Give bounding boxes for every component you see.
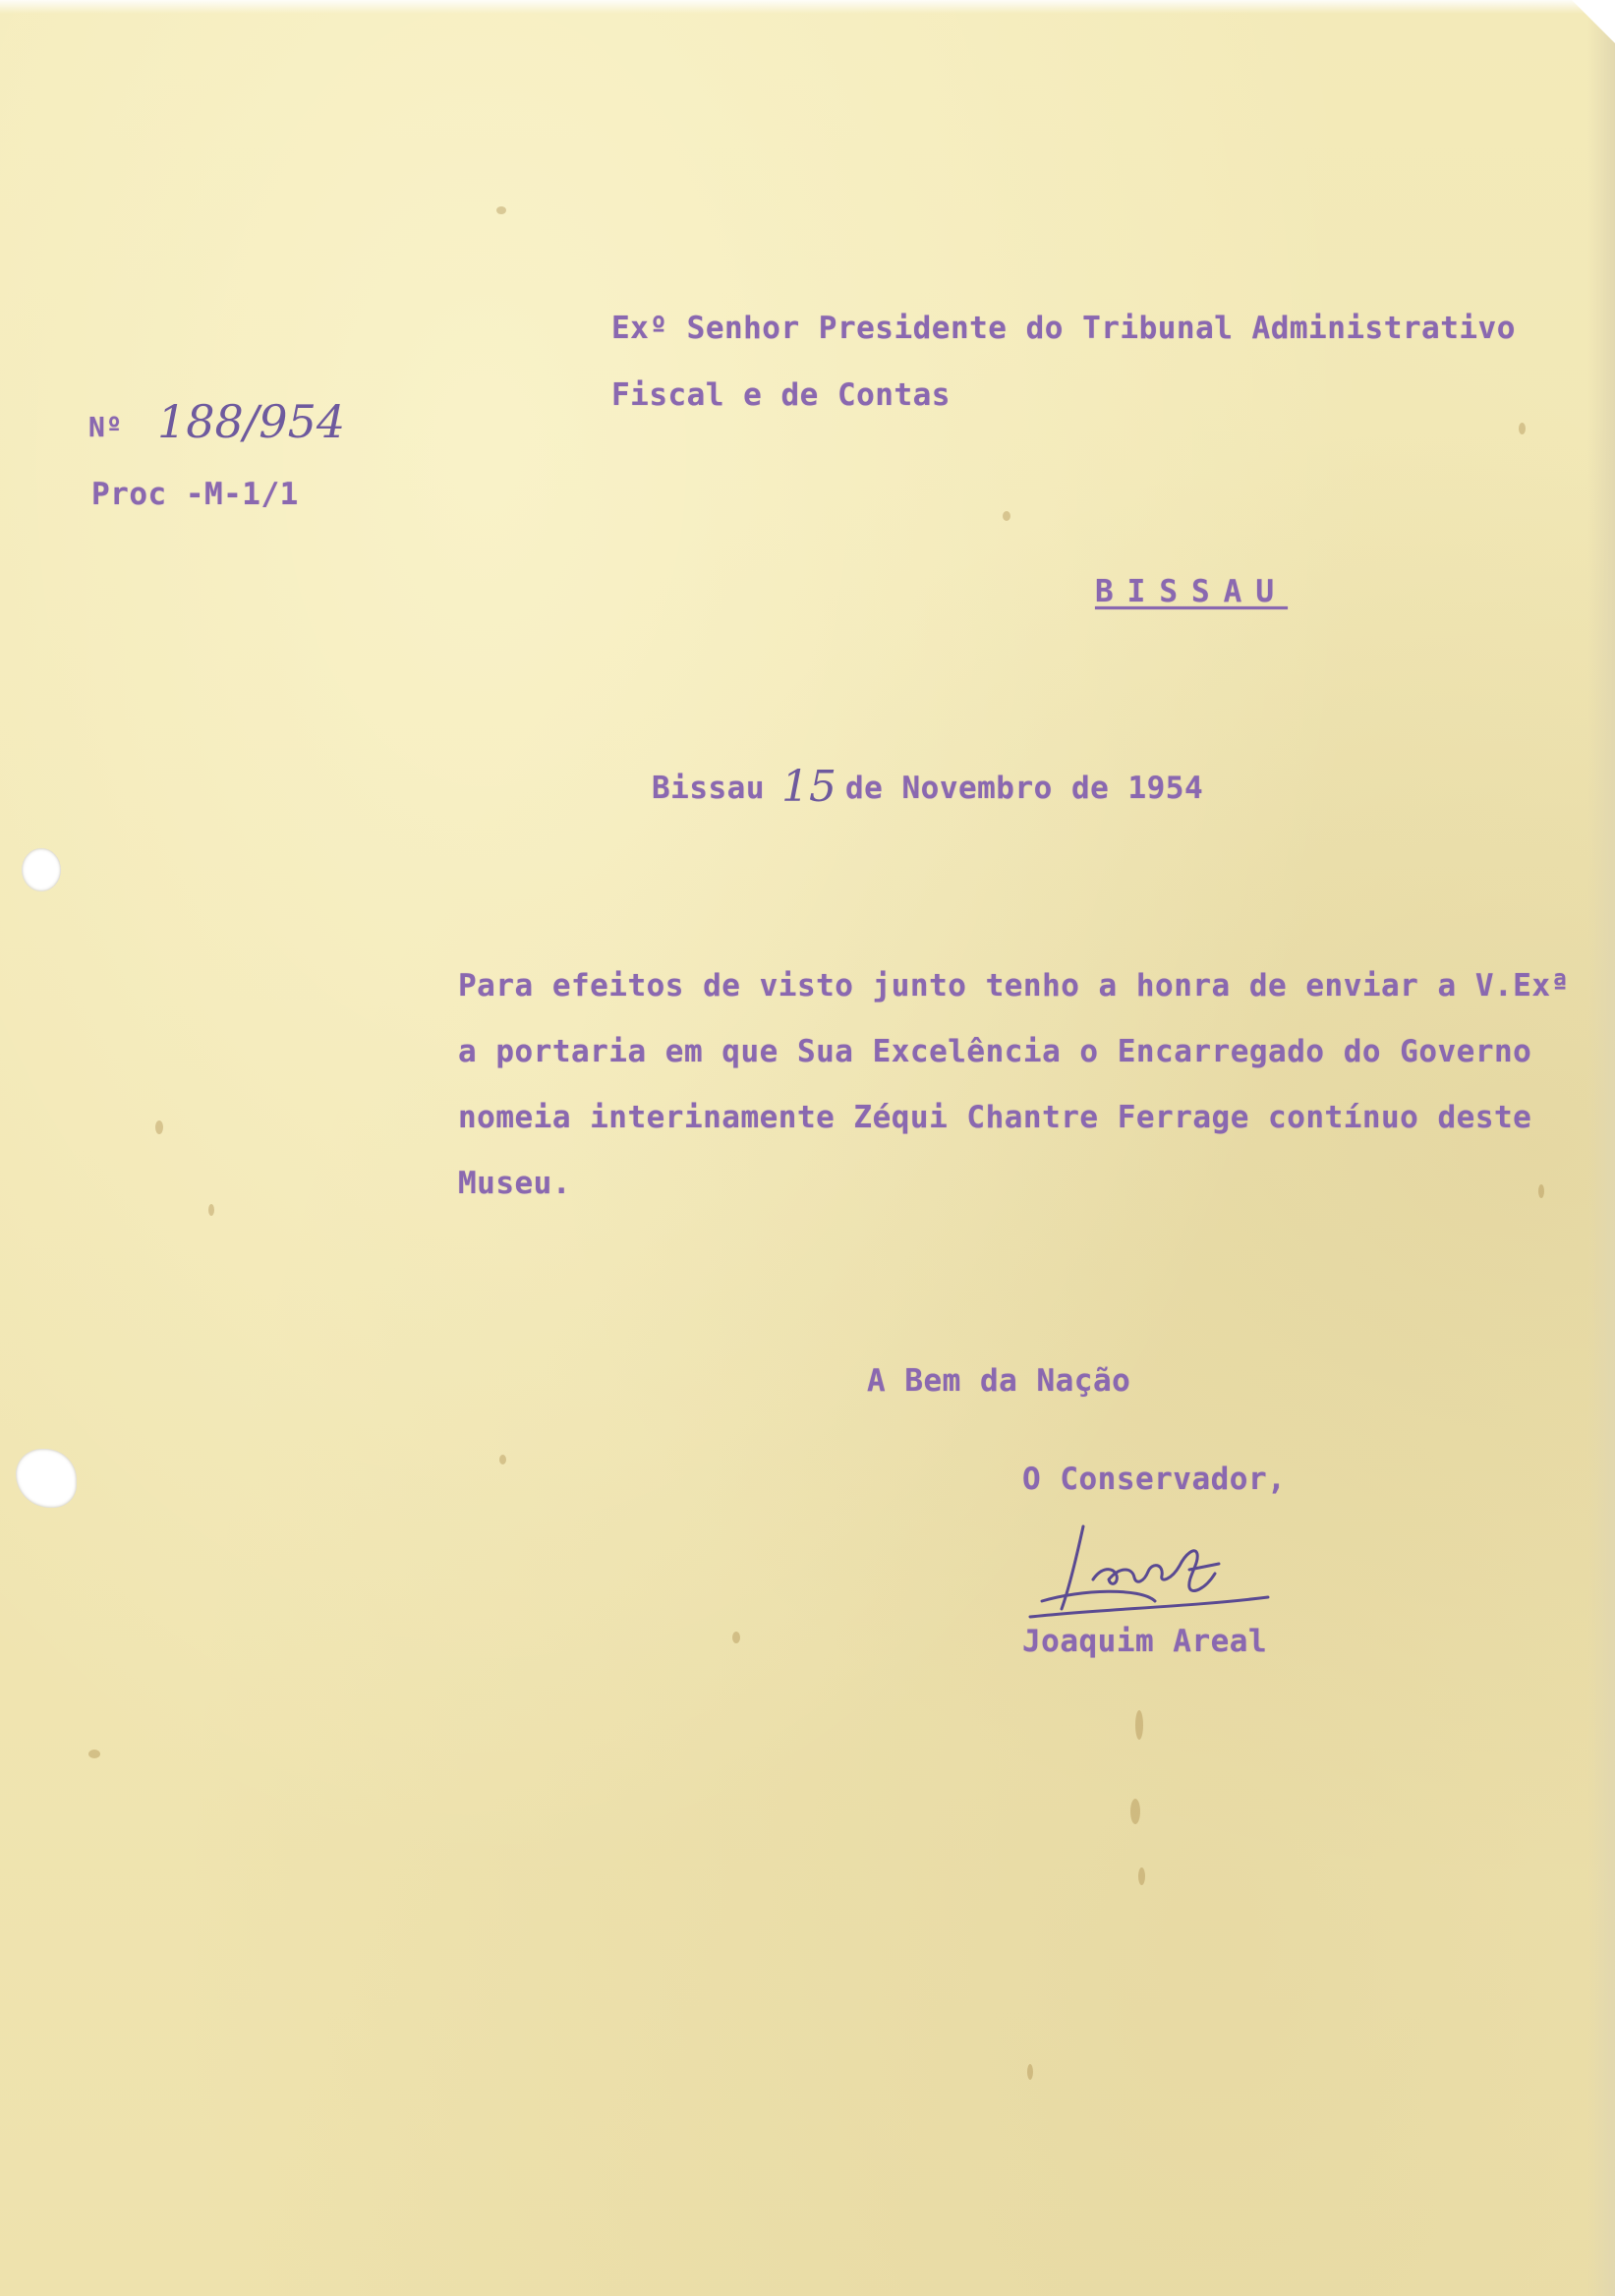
- date-suffix: de Novembro de 1954: [845, 771, 1204, 806]
- destination-city: BISSAU: [1095, 574, 1288, 609]
- body-line: Museu.: [458, 1166, 571, 1201]
- foxing-spot: [1538, 1184, 1544, 1198]
- foxing-spot: [1003, 511, 1010, 521]
- closing-salutation: A Bem da Nação: [867, 1363, 1131, 1399]
- foxing-spot: [732, 1632, 740, 1643]
- date-day: 15: [781, 762, 836, 812]
- body-line: a portaria em que Sua Excelência o Encarregado do Governo: [458, 1034, 1532, 1069]
- signatory-title: O Conservador,: [1022, 1462, 1287, 1497]
- addressee-line-2: Fiscal e de Contas: [611, 377, 951, 413]
- foxing-spot: [1519, 423, 1526, 434]
- addressee-line-1: Exº Senhor Presidente do Tribunal Administrativo: [611, 311, 1516, 346]
- reference-prefix: Nº: [88, 411, 123, 443]
- body-line: Para efeitos de visto junto tenho a honra de enviar a V.Exª: [458, 968, 1570, 1004]
- punch-hole-bottom: [16, 1449, 77, 1508]
- foxing-spot: [155, 1120, 163, 1134]
- signatory-name: Joaquim Areal: [1022, 1624, 1268, 1659]
- foxing-spot: [208, 1204, 214, 1216]
- punch-hole-top: [22, 848, 61, 891]
- paper-right-edge: [1587, 0, 1615, 2296]
- paper-top-edge: [0, 0, 1615, 14]
- date-prefix: Bissau: [652, 771, 765, 806]
- body-line: nomeia interinamente Zéqui Chantre Ferrage contínuo deste: [458, 1100, 1532, 1135]
- foxing-spot: [1027, 2064, 1033, 2080]
- foxing-spot: [1135, 1710, 1143, 1740]
- foxing-spot: [499, 1455, 506, 1464]
- foxing-spot: [1130, 1799, 1140, 1824]
- foxing-spot: [1138, 1867, 1145, 1885]
- torn-corner: [1572, 0, 1615, 43]
- foxing-spot: [88, 1750, 100, 1758]
- process-reference: Proc -M-1/1: [91, 477, 299, 512]
- reference-number: 188/954: [157, 395, 346, 448]
- handwritten-signature: [1022, 1519, 1298, 1632]
- foxing-spot: [496, 206, 506, 214]
